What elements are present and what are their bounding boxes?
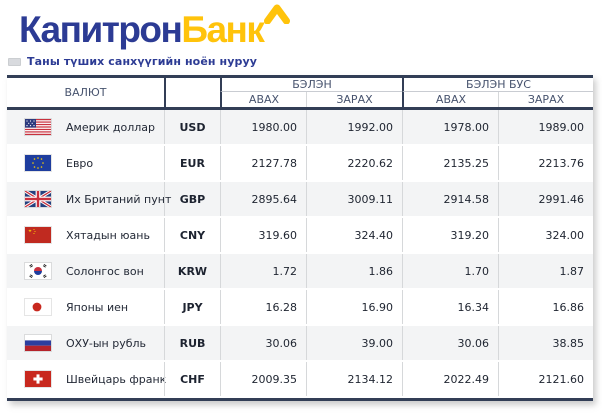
cash-buy-rate: 16.28 [220, 290, 306, 324]
table-row-usd [7, 110, 593, 146]
south-korea-flag-icon [25, 263, 51, 279]
cash-sell-rate: 16.90 [306, 290, 402, 324]
logo-caret-icon [264, 4, 290, 24]
noncash-sell-rate: 2121.60 [498, 362, 593, 396]
eu-flag-icon [25, 155, 51, 171]
cash-sell-rate: 3009.11 [306, 182, 402, 216]
cash-sell-rate: 1.86 [306, 254, 402, 288]
cash-sell-rate: 39.00 [306, 326, 402, 360]
currency-code: CHF [164, 362, 220, 396]
table-row-eur [7, 146, 593, 182]
cash-sell-rate: 2134.12 [306, 362, 402, 396]
table-row-cny [7, 218, 593, 254]
cash-buy-rate: 1980.00 [220, 110, 306, 144]
currency-name: Японы иен [66, 300, 129, 314]
currency-name: Солонгос вон [66, 264, 144, 278]
noncash-buy-rate: 1978.00 [402, 110, 498, 144]
noncash-buy-rate: 1.70 [402, 254, 498, 288]
logo-wordmark [19, 4, 264, 54]
uk-flag-icon [25, 191, 51, 207]
russia-flag-icon [25, 335, 51, 351]
currency-name: Их Британий пунт [66, 192, 172, 206]
cash-buy-rate: 319.60 [220, 218, 306, 252]
currency-code: USD [164, 110, 220, 144]
table-row-jpy [7, 290, 593, 326]
noncash-sell-rate: 1.87 [498, 254, 593, 288]
noncash-sell-rate: 1989.00 [498, 110, 593, 144]
us-flag-icon [25, 119, 51, 135]
cash-sell-rate: 1992.00 [306, 110, 402, 144]
china-flag-icon [25, 227, 51, 243]
cash-buy-rate: 2009.35 [220, 362, 306, 396]
header-noncash-buy: АВАХ [402, 92, 498, 107]
header-noncash-group: БЭЛЭН БУС [402, 78, 593, 92]
cash-sell-rate: 2220.62 [306, 146, 402, 180]
header-cash-group: БЭЛЭН [220, 78, 402, 92]
switzerland-flag-icon [25, 371, 51, 387]
currency-name: ОХУ-ын рубль [66, 336, 147, 350]
currency-name: Америк доллар [66, 120, 155, 134]
cash-buy-rate: 30.06 [220, 326, 306, 360]
cash-buy-rate: 1.72 [220, 254, 306, 288]
header-cash-buy: АВАХ [220, 92, 306, 107]
header-currency: ВАЛЮТ [64, 86, 107, 99]
noncash-buy-rate: 16.34 [402, 290, 498, 324]
header-cash-sell: ЗАРАХ [306, 92, 402, 107]
currency-code: RUB [164, 326, 220, 360]
currency-code: GBP [164, 182, 220, 216]
currency-code: CNY [164, 218, 220, 252]
table-body [7, 110, 593, 398]
bank-tagline: Таны түших санхүүгийн ноён нуруу [27, 55, 257, 68]
table-row-chf [7, 362, 593, 398]
noncash-sell-rate: 2213.76 [498, 146, 593, 180]
logo-text-bank: Банк [181, 9, 264, 50]
currency-code: EUR [164, 146, 220, 180]
noncash-buy-rate: 319.20 [402, 218, 498, 252]
cash-buy-rate: 2127.78 [220, 146, 306, 180]
noncash-sell-rate: 2991.46 [498, 182, 593, 216]
noncash-buy-rate: 2022.49 [402, 362, 498, 396]
header-noncash-sell: ЗАРАХ [498, 92, 593, 107]
exchange-rates-table [7, 75, 593, 401]
currency-code: JPY [164, 290, 220, 324]
table-header [7, 78, 593, 110]
currency-code: KRW [164, 254, 220, 288]
table-row-rub [7, 326, 593, 362]
noncash-buy-rate: 2135.25 [402, 146, 498, 180]
table-row-krw [7, 254, 593, 290]
cash-sell-rate: 324.40 [306, 218, 402, 252]
noncash-buy-rate: 2914.58 [402, 182, 498, 216]
cash-buy-rate: 2895.64 [220, 182, 306, 216]
bank-logo[interactable] [19, 4, 264, 68]
noncash-sell-rate: 38.85 [498, 326, 593, 360]
logo-text-kapitron: Капитрон [19, 9, 182, 50]
currency-name: Хятадын юань [66, 228, 150, 242]
currency-name: Евро [66, 156, 94, 170]
japan-flag-icon [25, 299, 51, 315]
noncash-sell-rate: 16.86 [498, 290, 593, 324]
image-placeholder-artifact [8, 58, 21, 66]
noncash-sell-rate: 324.00 [498, 218, 593, 252]
table-row-gbp [7, 182, 593, 218]
noncash-buy-rate: 30.06 [402, 326, 498, 360]
header-code-empty [164, 78, 220, 107]
currency-name: Швейцарь франк [66, 372, 167, 386]
